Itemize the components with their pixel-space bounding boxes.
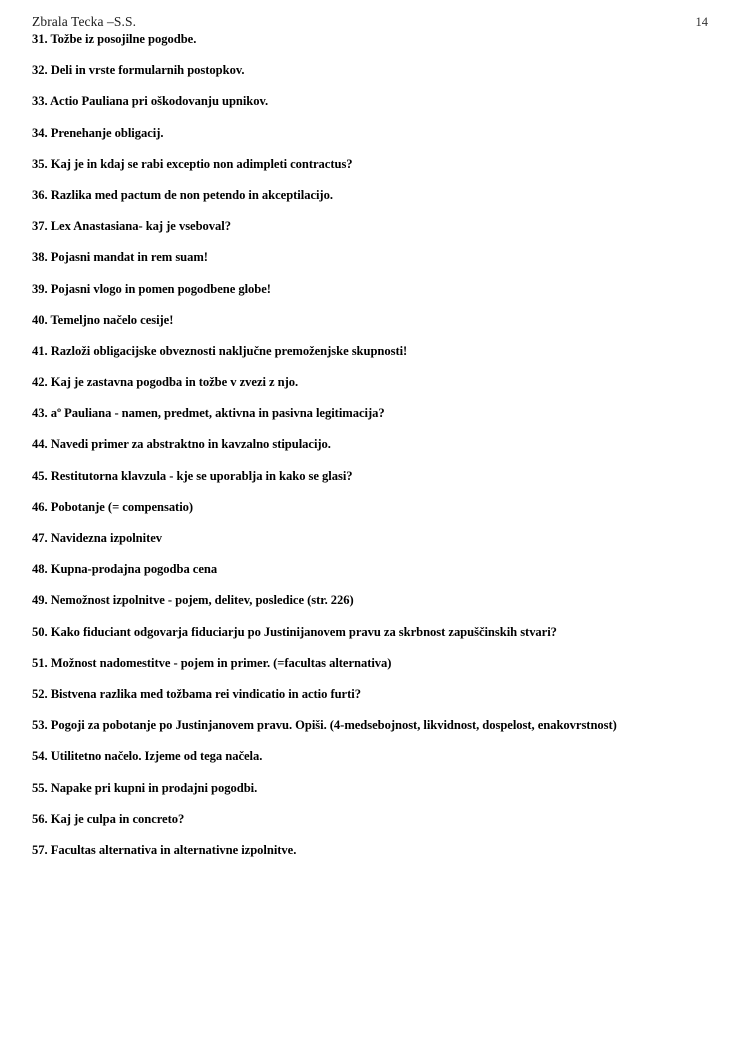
- question-text: Možnost nadomestitve - pojem in primer. (=facultas alternativa): [50, 655, 392, 670]
- question-number: 53.: [32, 718, 48, 733]
- question-text: Pogoji za pobotanje po Justinjanovem pravu. Opiši. (4-medsebojnost, likvidnost, dospelost, enakovrstnost): [50, 718, 617, 733]
- question-text: Tožbe iz posojilne pogodbe.: [50, 32, 197, 46]
- question-number: 37.: [32, 219, 48, 234]
- question-number: 57.: [32, 842, 48, 857]
- question-item: [32, 625, 718, 640]
- page-running-header: [32, 14, 720, 34]
- question-item: [32, 593, 718, 608]
- question-item: [32, 406, 718, 421]
- question-item: [32, 157, 718, 172]
- question-text: Kaj je zastavna pogodba in tožbe v zvezi z njo.: [50, 375, 299, 390]
- question-number: 46.: [32, 499, 48, 514]
- question-number: 55.: [32, 780, 48, 795]
- question-item: [32, 469, 718, 484]
- question-item: [32, 94, 718, 109]
- question-number: 32.: [32, 63, 48, 78]
- question-number: 34.: [32, 125, 48, 140]
- page-number: 14: [695, 15, 708, 29]
- question-text: Pobotanje (= compensatio): [50, 499, 194, 514]
- question-item: [32, 656, 718, 671]
- question-number: 56.: [32, 811, 48, 826]
- question-text: Napake pri kupni in prodajni pogodbi.: [50, 780, 258, 795]
- question-number: 45.: [32, 468, 48, 483]
- question-text: Lex Anastasiana- kaj je vseboval?: [50, 219, 231, 234]
- question-text: Kaj je in kdaj se rabi exceptio non adimpleti contractus?: [50, 156, 353, 171]
- question-text: Pojasni vlogo in pomen pogodbene globe!: [50, 281, 271, 296]
- question-number: 43.: [32, 406, 48, 421]
- question-item: [32, 219, 718, 234]
- question-text: Facultas alternativa in alternativne izpolnitve.: [50, 842, 297, 857]
- question-text: Pojasni mandat in rem suam!: [50, 250, 208, 265]
- question-number: 39.: [32, 281, 48, 296]
- question-number: 36.: [32, 187, 48, 202]
- question-item: [32, 531, 718, 546]
- question-item: [32, 687, 718, 702]
- question-number: 31.: [32, 32, 48, 46]
- question-item: [32, 718, 718, 733]
- question-item: [32, 375, 718, 390]
- question-text: Temeljno načelo cesije!: [50, 312, 174, 327]
- question-text: Actio Pauliana pri oškodovanju upnikov.: [50, 94, 269, 109]
- question-item: [32, 32, 718, 47]
- question-number: 54.: [32, 749, 48, 764]
- question-text: Nemožnost izpolnitve - pojem, delitev, posledice (str. 226): [50, 593, 354, 608]
- question-number: 42.: [32, 375, 48, 390]
- question-item: [32, 812, 718, 827]
- question-text: Restitutorna klavzula - kje se uporablja in kako se glasi?: [50, 468, 353, 483]
- question-item: [32, 562, 718, 577]
- question-item: [32, 126, 718, 141]
- question-number: 52.: [32, 686, 48, 701]
- question-item: [32, 500, 718, 515]
- question-number: 38.: [32, 250, 48, 265]
- question-number: 44.: [32, 437, 48, 452]
- question-number: 49.: [32, 593, 48, 608]
- question-item: [32, 250, 718, 265]
- question-text: Navedi primer za abstraktno in kavzalno stipulacijo.: [50, 437, 331, 452]
- question-text: Navidezna izpolnitev: [50, 531, 162, 545]
- question-text: Bistvena razlika med tožbama rei vindicatio in actio furti?: [50, 686, 361, 701]
- question-item: [32, 313, 718, 328]
- question-list: [32, 32, 718, 874]
- question-item: [32, 437, 718, 452]
- question-text: Prenehanje obligacij.: [50, 125, 164, 140]
- question-text: Deli in vrste formularnih postopkov.: [50, 63, 245, 78]
- question-item: [32, 749, 718, 764]
- question-number: 47.: [32, 531, 48, 545]
- question-number: 35.: [32, 156, 48, 171]
- question-text: Razlika med pactum de non petendo in akceptilacijo.: [50, 187, 333, 202]
- header-author-title: Zbrala Tecka –S.S.: [32, 14, 137, 29]
- question-number: 50.: [32, 624, 48, 639]
- question-text: Razloži obligacijske obveznosti naključne premoženjske skupnosti!: [50, 343, 408, 358]
- question-item: [32, 781, 718, 796]
- question-item: [32, 843, 718, 858]
- question-number: 40.: [32, 312, 48, 327]
- question-text: Kupna-prodajna pogodba cena: [50, 562, 218, 577]
- question-number: 51.: [32, 655, 48, 670]
- question-text: Kako fiduciant odgovarja fiduciarju po Justinijanovem pravu za skrbnost zapuščinskih stvari?: [50, 624, 557, 639]
- question-text: Utilitetno načelo. Izjeme od tega načela.: [50, 749, 263, 764]
- question-number: 48.: [32, 562, 48, 577]
- question-text: Kaj je culpa in concreto?: [50, 811, 185, 826]
- question-number: 41.: [32, 343, 48, 358]
- question-item: [32, 63, 718, 78]
- question-item: [32, 344, 718, 359]
- question-item: [32, 188, 718, 203]
- question-text: aº Pauliana - namen, predmet, aktivna in pasivna legitimacija?: [50, 406, 385, 421]
- question-item: [32, 282, 718, 297]
- question-number: 33.: [32, 94, 48, 109]
